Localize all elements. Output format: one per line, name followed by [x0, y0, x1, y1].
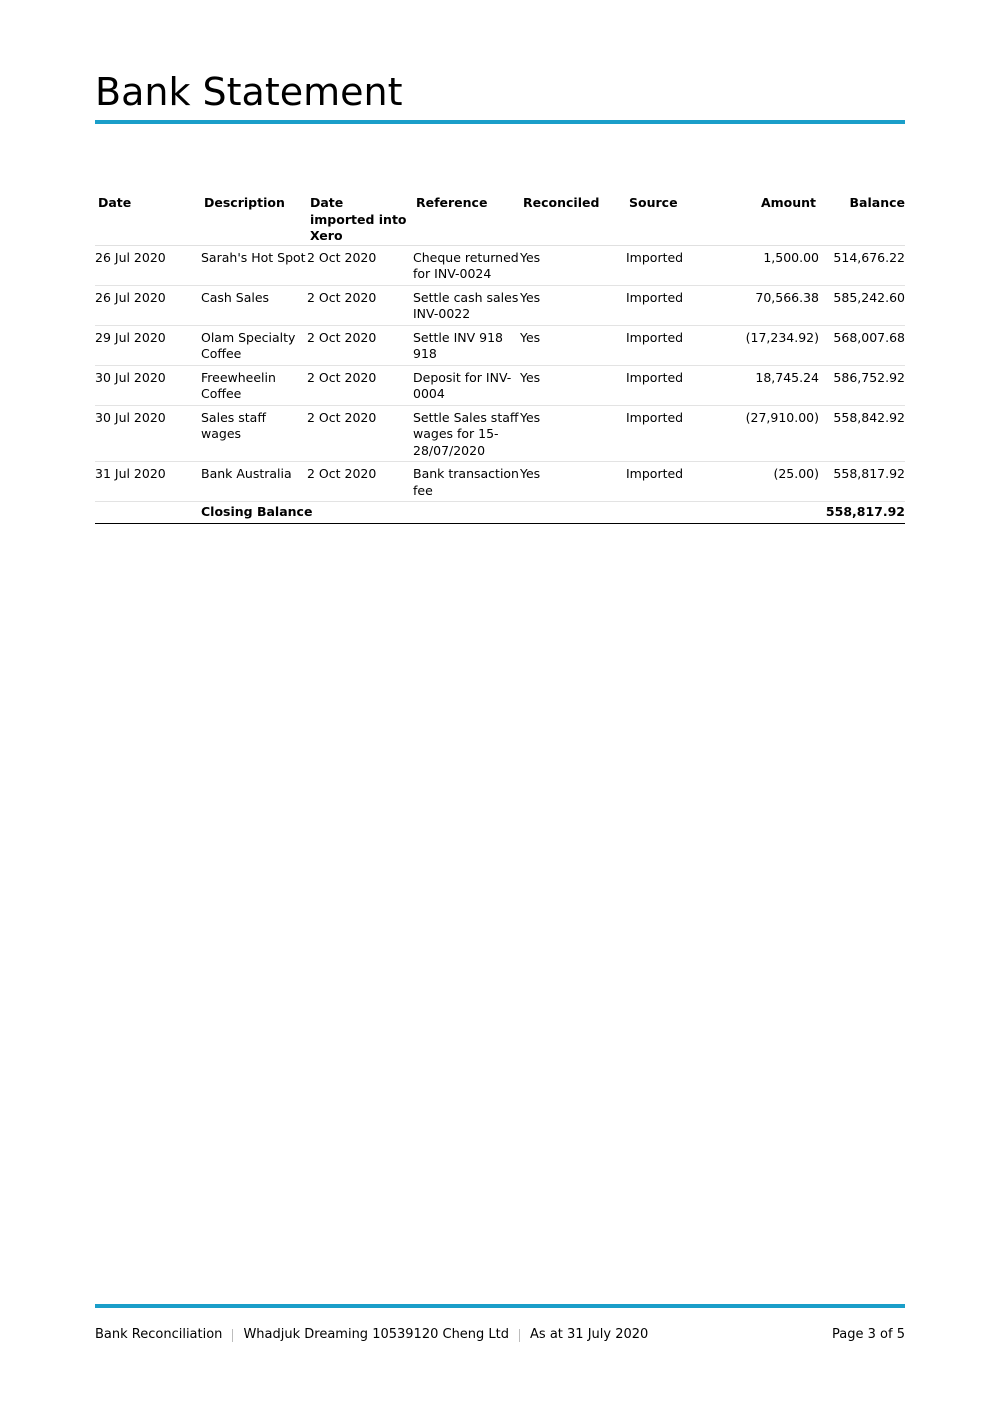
page-footer — [95, 1327, 905, 1343]
cell-reconciled: Yes — [520, 462, 626, 502]
header-source: Source — [626, 193, 732, 245]
footer-divider — [95, 1304, 905, 1308]
cell-reference: Settle cash sales INV-0022 — [413, 285, 520, 325]
bank-statement-table — [95, 193, 905, 524]
cell-reference: Cheque returned for INV-0024 — [413, 245, 520, 285]
cell-reference: Deposit for INV-0004 — [413, 365, 520, 405]
cell-date: 26 Jul 2020 — [95, 285, 201, 325]
cell-source: Imported — [626, 245, 732, 285]
cell-balance: 558,817.92 — [819, 462, 905, 502]
cell-date: 30 Jul 2020 — [95, 405, 201, 462]
cell-date: 30 Jul 2020 — [95, 365, 201, 405]
footer-organisation: Whadjuk Dreaming 10539120 Cheng Ltd — [243, 1327, 510, 1342]
table-row — [95, 325, 905, 365]
cell-description: Bank Australia — [201, 462, 307, 502]
cell-balance: 585,242.60 — [819, 285, 905, 325]
header-description: Description — [201, 193, 307, 245]
page-title: Bank Statement — [95, 70, 403, 114]
cell-date-imported: 2 Oct 2020 — [307, 245, 413, 285]
table-row — [95, 285, 905, 325]
cell-reconciled: Yes — [520, 285, 626, 325]
cell-description: Cash Sales — [201, 285, 307, 325]
cell-amount: 70,566.38 — [732, 285, 819, 325]
cell-empty — [732, 502, 819, 524]
cell-date-imported: 2 Oct 2020 — [307, 462, 413, 502]
cell-reconciled: Yes — [520, 325, 626, 365]
cell-empty — [95, 502, 201, 524]
cell-empty — [626, 502, 732, 524]
footer-separator — [232, 1329, 233, 1342]
cell-amount: 1,500.00 — [732, 245, 819, 285]
cell-reference: Settle Sales staff wages for 15-28/07/2020 — [413, 405, 520, 462]
cell-reference: Bank transaction fee — [413, 462, 520, 502]
table-header-row — [95, 193, 905, 245]
cell-amount: (17,234.92) — [732, 325, 819, 365]
cell-description: Sarah's Hot Spot — [201, 245, 307, 285]
cell-amount: 18,745.24 — [732, 365, 819, 405]
footer-page-number: Page 3 of 5 — [832, 1327, 905, 1342]
footer-report-name: Bank Reconciliation — [95, 1327, 223, 1342]
cell-source: Imported — [626, 462, 732, 502]
closing-balance-value: 558,817.92 — [819, 502, 905, 524]
table-row — [95, 245, 905, 285]
cell-source: Imported — [626, 325, 732, 365]
cell-source: Imported — [626, 365, 732, 405]
header-balance: Balance — [819, 193, 905, 245]
cell-date: 26 Jul 2020 — [95, 245, 201, 285]
footer-as-at: As at 31 July 2020 — [530, 1327, 649, 1342]
closing-balance-row — [95, 502, 905, 524]
cell-reconciled: Yes — [520, 245, 626, 285]
cell-reconciled: Yes — [520, 365, 626, 405]
cell-empty — [520, 502, 626, 524]
header-date: Date — [95, 193, 201, 245]
cell-balance: 586,752.92 — [819, 365, 905, 405]
cell-reference: Settle INV 918 918 — [413, 325, 520, 365]
cell-balance: 558,842.92 — [819, 405, 905, 462]
cell-amount: (27,910.00) — [732, 405, 819, 462]
table-row — [95, 405, 905, 462]
cell-description: Freewheelin Coffee — [201, 365, 307, 405]
cell-amount: (25.00) — [732, 462, 819, 502]
cell-empty — [413, 502, 520, 524]
cell-date-imported: 2 Oct 2020 — [307, 325, 413, 365]
closing-balance-label: Closing Balance — [201, 502, 413, 524]
footer-separator — [519, 1329, 520, 1342]
header-reconciled: Reconciled — [520, 193, 626, 245]
cell-reconciled: Yes — [520, 405, 626, 462]
cell-date-imported: 2 Oct 2020 — [307, 365, 413, 405]
header-amount: Amount — [732, 193, 819, 245]
header-date-imported: Date imported into Xero — [307, 193, 413, 245]
title-divider — [95, 120, 905, 124]
table-row — [95, 365, 905, 405]
cell-date-imported: 2 Oct 2020 — [307, 405, 413, 462]
cell-balance: 568,007.68 — [819, 325, 905, 365]
cell-balance: 514,676.22 — [819, 245, 905, 285]
header-reference: Reference — [413, 193, 520, 245]
cell-description: Olam Specialty Coffee — [201, 325, 307, 365]
cell-date-imported: 2 Oct 2020 — [307, 285, 413, 325]
cell-description: Sales staff wages — [201, 405, 307, 462]
cell-date: 29 Jul 2020 — [95, 325, 201, 365]
cell-date: 31 Jul 2020 — [95, 462, 201, 502]
table-row — [95, 462, 905, 502]
cell-source: Imported — [626, 405, 732, 462]
cell-source: Imported — [626, 285, 732, 325]
